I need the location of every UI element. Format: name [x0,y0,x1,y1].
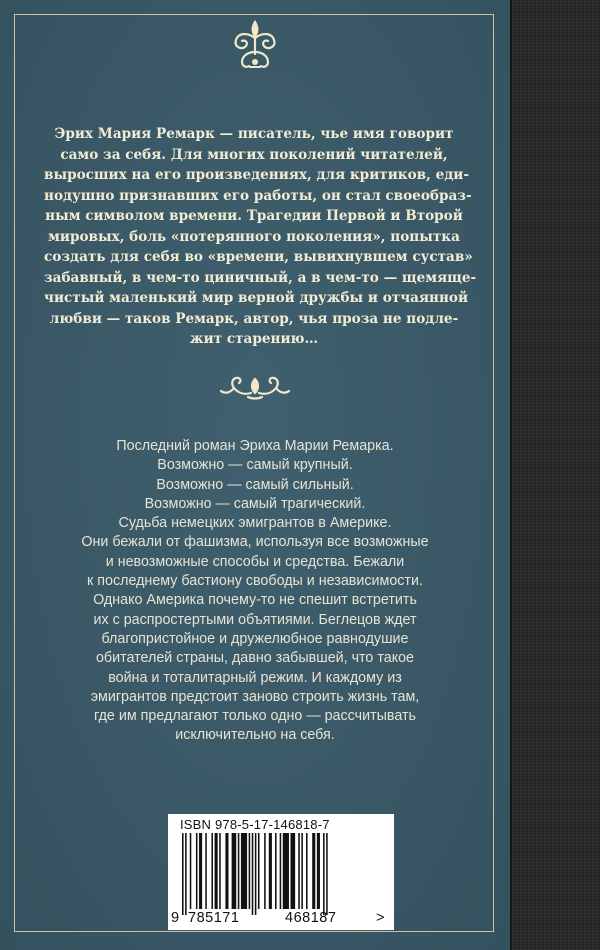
barcode-bar [301,833,303,909]
barcode-bar [255,833,257,915]
annotation-line: Последний роман Эриха Марии Ремарка. [116,438,394,454]
annotation-line: обитателей страны, давно забывшей, что такое [95,650,415,667]
annotation-line: Однако Америка почему-то не спешит встретить [93,592,417,609]
barcode-bar [323,833,325,915]
author-description-line: жит старению… [189,331,319,347]
fleur-ornament-icon [226,18,284,72]
annotation-line: Возможно — самый трагический. [144,495,366,512]
barcode-bar [283,833,289,909]
barcode-bar [225,833,228,909]
author-description-line: нодушно признавших его работы, он стал своеобраз- [44,187,472,204]
barcode-bar [312,833,315,909]
author-description-line: забавный, в чем-то циничный, а в чем-то — щемяще- [44,269,477,286]
author-description-line: ным символом времени. Трагедии Первой и Второй [45,208,463,224]
barcode-bar [249,833,251,909]
annotation-line: благопристойное и дружелюбное равнодушие [101,630,409,647]
author-description-line: чистый маленький мир верной дружбы и отчаянной [44,290,469,306]
barcode-bar [182,833,184,915]
barcode-bar [252,833,254,915]
annotation-line: Возможно — самый крупный. [157,457,353,474]
annotation-line: их с распростертыми объятиями. Беглецов ждет [93,611,417,628]
author-description-line: само за себя. Для многих поколений читателей, [60,146,448,163]
barcode-bar [190,833,192,909]
isbn-number: ISBN 978-5-17-146818-7 [180,817,330,832]
annotation-line: к последнему бастиону свободы и независимости. [87,573,423,590]
annotation-line: Судьба немецких эмигрантов в Америке. [118,515,392,532]
barcode-left-digits: 785171 [188,910,240,926]
barcode-bar [264,833,266,909]
barcode-bar [306,833,308,909]
annotation-line: эмигрантов предстоит заново строить жизнь там, [90,688,420,705]
annotation-line: исключительно на себя. [175,727,335,744]
barcode-bar [185,833,187,915]
author-description-line: мировых, боль «потерянного поколения», попытка [48,228,460,245]
author-description-line: выросших на его произведениях, для критиков, еди- [44,167,470,183]
barcode-bar [238,833,240,909]
book-spine [510,0,600,950]
barcode-bar [326,833,328,915]
annotation-line: и невозможные способы и средства. Бежали [105,553,405,570]
barcode-lead-digit: 9 [171,910,180,926]
author-description-line: любви — таков Ремарк, автор, чья проза не подле- [49,310,459,327]
author-description [44,124,477,350]
author-description-line: создать для себя во «времени, вывихнувшем сустав» [44,249,473,265]
barcode-bar [275,833,277,909]
barcode-bar [196,833,198,909]
barcode-bar [205,833,207,909]
barcode-bar [219,833,221,909]
scroll-ornament-icon [218,371,292,405]
barcode-bar [298,833,300,909]
barcode-bar [269,833,272,909]
barcode-label [168,814,394,930]
barcode-bar [291,833,296,909]
annotation-line: Возможно — самый сильный. [156,476,354,493]
barcode-bar [258,833,260,909]
annotation-line: Они бежали от фашизма, используя все возможные [81,534,429,551]
barcode-bar [241,833,247,909]
barcode-bar [232,833,237,909]
barcode-bar [317,833,320,909]
barcode-bar [211,833,213,909]
author-description-line: Эрих Мария Ремарк — писатель, чье имя говорит [54,126,454,142]
annotation-line: война и тоталитарный режим. И каждому из [108,669,402,686]
barcode-bar [280,833,282,909]
novel-annotation [40,437,470,746]
barcode-right-digits: 468187 [285,910,337,926]
annotation-line: где им предлагают только одно — рассчитывать [94,708,416,725]
barcode-trailing-mark: > [376,910,385,926]
barcode-bar [215,833,218,909]
barcode-bar [199,833,202,909]
